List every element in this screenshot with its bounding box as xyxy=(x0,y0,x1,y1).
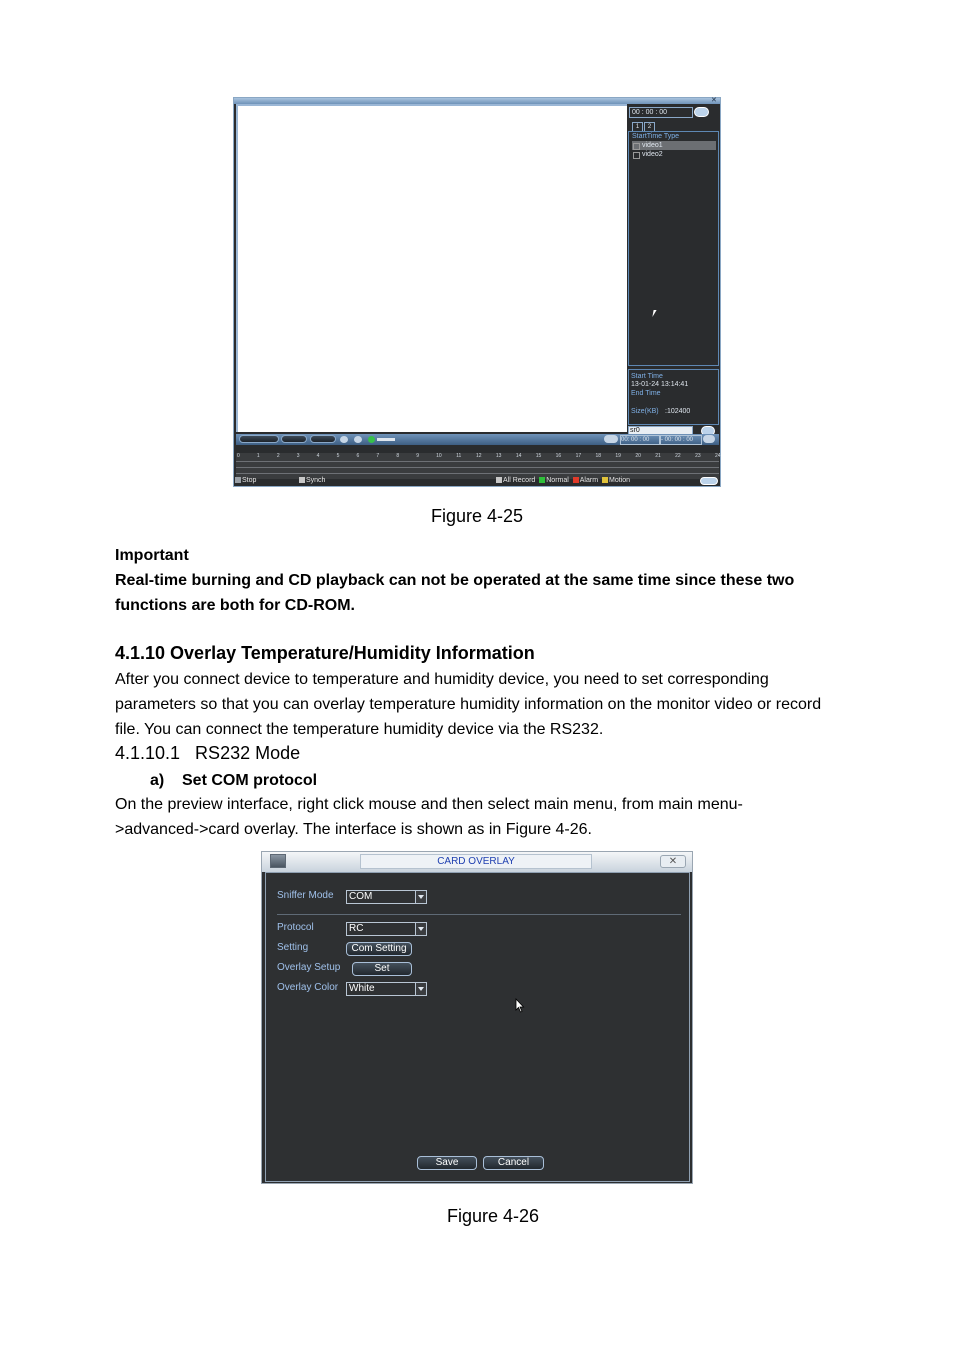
timeline-tick-label: 12 xyxy=(476,453,482,459)
mouse-cursor-icon xyxy=(515,998,525,1014)
synch-label: Synch xyxy=(306,477,326,484)
timeline-tick-label: 7 xyxy=(376,453,380,459)
legend-alarm: Alarm xyxy=(579,477,599,484)
end-time-label: End Time xyxy=(631,390,661,397)
timeline-tick-label: 22 xyxy=(675,453,681,459)
stop-label: Stop xyxy=(242,477,257,484)
sniffer-mode-select[interactable] xyxy=(346,890,427,904)
playback-controls xyxy=(236,434,719,445)
checkbox[interactable] xyxy=(633,152,640,159)
file-info-box xyxy=(628,369,719,425)
search-time-icon[interactable] xyxy=(604,435,618,443)
volume-slider[interactable] xyxy=(377,438,395,441)
timeline[interactable] xyxy=(236,453,719,479)
size-value: :102400 xyxy=(665,408,691,415)
legend-motion: Motion xyxy=(609,477,631,484)
timeline-tick-label: 17 xyxy=(575,453,582,459)
close-icon[interactable]: ✕ xyxy=(711,97,717,104)
subsection-heading: 4.1.10.1 RS232 Mode xyxy=(115,743,301,763)
legend-normal: Normal xyxy=(546,477,569,484)
stop-option[interactable] xyxy=(235,477,256,484)
list-header: StartTime Type xyxy=(632,133,680,140)
legend-alarm-swatch xyxy=(573,477,579,483)
timeline-tick-label: 13 xyxy=(495,453,502,459)
protocol-value: RC xyxy=(349,923,364,934)
range-end[interactable]: - 00: 00 : 00 xyxy=(660,435,702,445)
snapshot-icon[interactable] xyxy=(340,436,348,443)
timeline-tick-label: 0 xyxy=(237,453,240,459)
timeline-tick-label: 6 xyxy=(356,453,360,459)
timeline-tick-label: 9 xyxy=(416,453,420,459)
legend-normal-swatch xyxy=(539,477,545,483)
list-item-label: video1 xyxy=(642,142,663,149)
divider xyxy=(277,914,681,915)
timeline-tick-label: 11 xyxy=(456,453,462,459)
legend-all-record: All Record xyxy=(503,477,536,484)
timeline-tick-label: 24 xyxy=(715,453,721,459)
protocol-select[interactable] xyxy=(346,922,427,936)
timeline-tick-label: 4 xyxy=(316,453,320,459)
timeline-track[interactable] xyxy=(236,473,719,474)
chevron-down-icon[interactable] xyxy=(415,923,426,935)
section-heading: 4.1.10 Overlay Temperature/Humidity Information xyxy=(115,643,535,663)
timeline-tick-label: 3 xyxy=(296,453,300,459)
playback-screenshot xyxy=(233,97,721,487)
figure-caption: Figure 4-25 xyxy=(430,506,524,526)
video-area[interactable] xyxy=(236,104,627,432)
start-time-label: Start Time xyxy=(631,373,663,380)
play-button[interactable] xyxy=(239,435,279,443)
step-body: On the preview interface, right click mouse and then select main menu, from main menu->advanced->card overlay. The interface is shown as in Figure 4-26. xyxy=(115,796,743,838)
frame-button[interactable] xyxy=(281,435,307,443)
timeline-tick-label: 18 xyxy=(595,453,602,459)
timeline-tick-label: 8 xyxy=(396,453,400,459)
sniffer-mode-value: COM xyxy=(349,891,373,902)
start-time-value: 13-01-24 13:14:41 xyxy=(631,381,689,388)
overlay-color-select[interactable] xyxy=(346,982,427,996)
app-icon xyxy=(270,854,286,868)
timeline-tick-label: 20 xyxy=(635,453,641,459)
step-title: Set COM protocol xyxy=(182,772,318,789)
time-display[interactable]: 00 : 00 : 00 xyxy=(629,107,693,118)
close-icon[interactable]: ✕ xyxy=(660,855,686,868)
setting-label: Setting xyxy=(277,942,309,953)
range-start[interactable]: 00: 00 : 00 xyxy=(620,435,660,445)
timeline-tick-label: 2 xyxy=(276,453,280,459)
legend xyxy=(496,477,630,484)
fast-button[interactable] xyxy=(310,435,336,443)
chevron-down-icon[interactable] xyxy=(415,983,426,995)
cancel-button[interactable]: Cancel xyxy=(483,1156,544,1170)
chevron-down-icon[interactable] xyxy=(415,891,426,903)
legend-motion-swatch xyxy=(602,477,608,483)
sniffer-mode-label: Sniffer Mode xyxy=(277,890,334,901)
timeline-tick-label: 21 xyxy=(655,453,661,459)
dialog-title: CARD OVERLAY xyxy=(360,854,592,869)
figure-caption: Figure 4-26 xyxy=(446,1206,540,1226)
zoom-icon[interactable] xyxy=(700,477,718,485)
timeline-tick-label: 19 xyxy=(615,453,621,459)
overlay-color-label: Overlay Color xyxy=(277,982,339,993)
volume-icon[interactable] xyxy=(368,436,375,443)
timeline-tick-label: 16 xyxy=(555,453,562,459)
overlay-set-button[interactable]: Set xyxy=(352,962,412,976)
dialog-body xyxy=(265,872,690,1182)
synch-option[interactable] xyxy=(299,477,325,484)
file-list xyxy=(628,131,719,366)
protocol-label: Protocol xyxy=(277,922,314,933)
checkbox[interactable] xyxy=(633,143,640,150)
title-bar xyxy=(262,852,692,872)
card-overlay-dialog xyxy=(261,851,693,1184)
section-body: After you connect device to temperature and humidity device, you need to set corresponding parameters so that you can overlay temperature humidity information on the monitor video or record file. You can connect the temperature humidity device via the RS232. xyxy=(115,671,822,738)
timeline-track[interactable] xyxy=(236,461,719,462)
list-item[interactable] xyxy=(632,150,716,159)
timeline-tick-label: 15 xyxy=(535,453,542,459)
important-heading: Important xyxy=(115,547,189,564)
tab-1[interactable]: 1 xyxy=(632,122,643,132)
important-text: Real-time burning and CD playback can not be operated at the same time since these two functions are both for CD-ROM. xyxy=(115,572,795,614)
timeline-tick-label: 23 xyxy=(695,453,701,459)
list-item[interactable] xyxy=(632,141,716,150)
timeline-tick-label: 10 xyxy=(436,453,442,459)
step-marker: a) xyxy=(150,772,165,789)
device-select[interactable]: sr0 xyxy=(628,426,693,436)
jump-icon[interactable] xyxy=(703,435,715,443)
tab-2[interactable]: 2 xyxy=(644,122,655,132)
stop-checkbox[interactable] xyxy=(235,477,241,483)
list-item-label: video2 xyxy=(642,151,663,158)
timeline-tick-label: 1 xyxy=(256,453,260,459)
timeline-track[interactable] xyxy=(236,467,719,468)
record-icon[interactable] xyxy=(354,436,362,443)
synch-checkbox[interactable] xyxy=(299,477,305,483)
timeline-tick-label: 5 xyxy=(336,453,340,459)
playback-side-panel xyxy=(627,104,719,434)
legend-all-record-swatch xyxy=(496,477,502,483)
size-label: Size(KB) xyxy=(631,408,659,415)
overlay-color-value: White xyxy=(349,983,375,994)
mouse-cursor-icon xyxy=(652,310,656,317)
search-icon[interactable] xyxy=(694,107,709,117)
overlay-setup-label: Overlay Setup xyxy=(277,962,341,973)
timeline-tick-label: 14 xyxy=(515,453,522,459)
save-button[interactable]: Save xyxy=(417,1156,477,1170)
com-setting-button[interactable]: Com Setting xyxy=(346,942,412,956)
